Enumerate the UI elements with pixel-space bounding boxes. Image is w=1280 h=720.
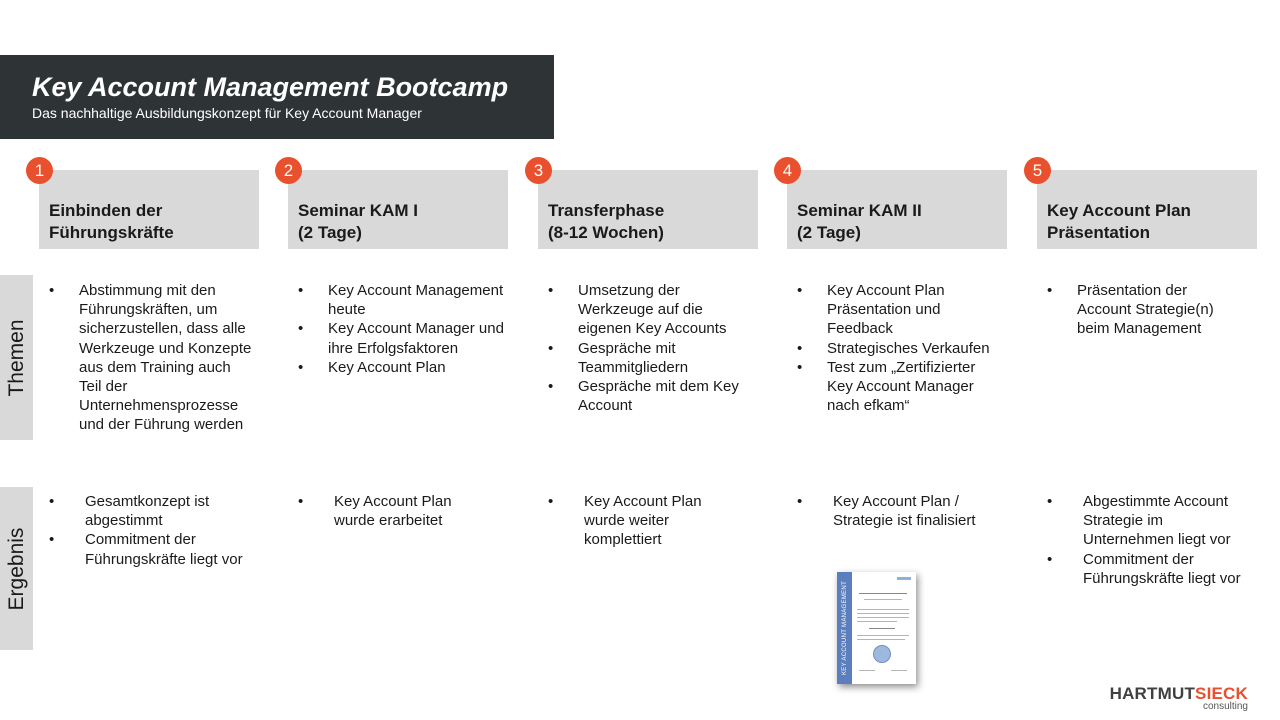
phase-title-4: Seminar KAM II (2 Tage) (797, 201, 922, 242)
row-label-ergebnis (0, 487, 33, 650)
themen-list-1 (49, 281, 254, 435)
list-item: • Key Account Plan (298, 358, 508, 377)
themen-list-2 (298, 281, 508, 377)
list-item: • Commitment der Führungskräfte liegt vor (49, 530, 249, 568)
row-label-ergebnis-text: Ergebnis (4, 527, 28, 610)
certificate-strip-text: KEY ACCOUNT MANAGEMENT (841, 580, 848, 676)
list-item: • Key Account Manager und ihre Erfolgsfaktoren (298, 319, 508, 357)
certificate-line (857, 609, 909, 610)
themen-list-3 (548, 281, 748, 415)
list-item: • Commitment der Führungskräfte liegt vor (1047, 550, 1257, 588)
phase-number-badge-3: 3 (525, 157, 552, 184)
phase-title-2: Seminar KAM I (2 Tage) (298, 201, 418, 242)
phase-number-badge-2: 2 (275, 157, 302, 184)
phase-title-3: Transferphase (8-12 Wochen) (548, 201, 665, 242)
list-item: • Key Account Management heute (298, 281, 508, 319)
list-item: • Präsentation der Account Strategie(n) beim Management (1047, 281, 1237, 339)
page-subtitle: Das nachhaltige Ausbildungskonzept für Key Account Manager (32, 105, 422, 121)
certificate-line (857, 613, 909, 614)
logo-part-1: HARTMUT (1109, 684, 1196, 703)
ergebnis-list-1 (49, 492, 249, 569)
list-item: • Gespräche mit dem Key Account (548, 377, 748, 415)
phase-header-3 (538, 170, 758, 249)
certificate-line (891, 670, 907, 671)
ergebnis-list-5 (1047, 492, 1257, 588)
themen-list-4 (797, 281, 997, 415)
title-banner (0, 55, 554, 139)
company-logo (1110, 685, 1248, 712)
certificate-image (837, 572, 916, 684)
certificate-strip (837, 572, 852, 684)
phase-header-5 (1037, 170, 1257, 249)
certificate-line (857, 635, 909, 636)
certificate-line (864, 599, 902, 600)
certificate-logo (897, 577, 911, 580)
row-label-themen-text: Themen (4, 318, 28, 397)
list-item: • Strategisches Verkaufen (797, 339, 997, 358)
list-item: • Gesamtkonzept ist abgestimmt (49, 492, 249, 530)
certificate-seal (873, 645, 891, 663)
list-item: • Umsetzung der Werkzeuge auf die eigenen Key Accounts (548, 281, 748, 339)
ergebnis-list-3 (548, 492, 733, 550)
logo-part-2: SIECK (1195, 684, 1248, 703)
certificate-line (859, 670, 875, 671)
phase-number-badge-5: 5 (1024, 157, 1051, 184)
phase-title-5: Key Account Plan Präsentation (1047, 201, 1191, 242)
list-item: • Key Account Plan Präsentation und Feedback (797, 281, 997, 339)
themen-list-5 (1047, 281, 1237, 339)
phase-header-2 (288, 170, 508, 249)
list-item: • Key Account Plan wurde erarbeitet (298, 492, 483, 530)
certificate-line (869, 628, 895, 629)
certificate-line (857, 639, 905, 640)
ergebnis-list-2 (298, 492, 483, 530)
list-item: • Key Account Plan wurde weiter komplettiert (548, 492, 733, 550)
phase-header-4 (787, 170, 1007, 249)
list-item: • Abgestimmte Account Strategie im Unternehmen liegt vor (1047, 492, 1257, 550)
list-item: • Test zum „Zertifizierter Key Account Manager nach efkam“ (797, 358, 997, 416)
list-item: • Key Account Plan / Strategie ist finalisiert (797, 492, 997, 530)
list-item: • Abstimmung mit den Führungskräften, um sicherzustellen, dass alle Werkzeuge und Konzepte aus dem Training auch Teil der Unternehmensprozesse und der Führung werden (49, 281, 254, 435)
list-item: • Gespräche mit Teammitgliedern (548, 339, 748, 377)
phase-header-1 (39, 170, 259, 249)
phase-number-badge-1: 1 (26, 157, 53, 184)
certificate-line (857, 617, 909, 618)
page-title: Key Account Management Bootcamp (32, 72, 509, 102)
row-label-themen (0, 275, 33, 440)
certificate-line (859, 593, 907, 594)
ergebnis-list-4 (797, 492, 997, 530)
logo-subtext: consulting (1202, 701, 1248, 712)
phase-number-badge-4: 4 (774, 157, 801, 184)
certificate-line (857, 621, 897, 622)
phase-title-1: Einbinden der Führungskräfte (49, 201, 174, 242)
